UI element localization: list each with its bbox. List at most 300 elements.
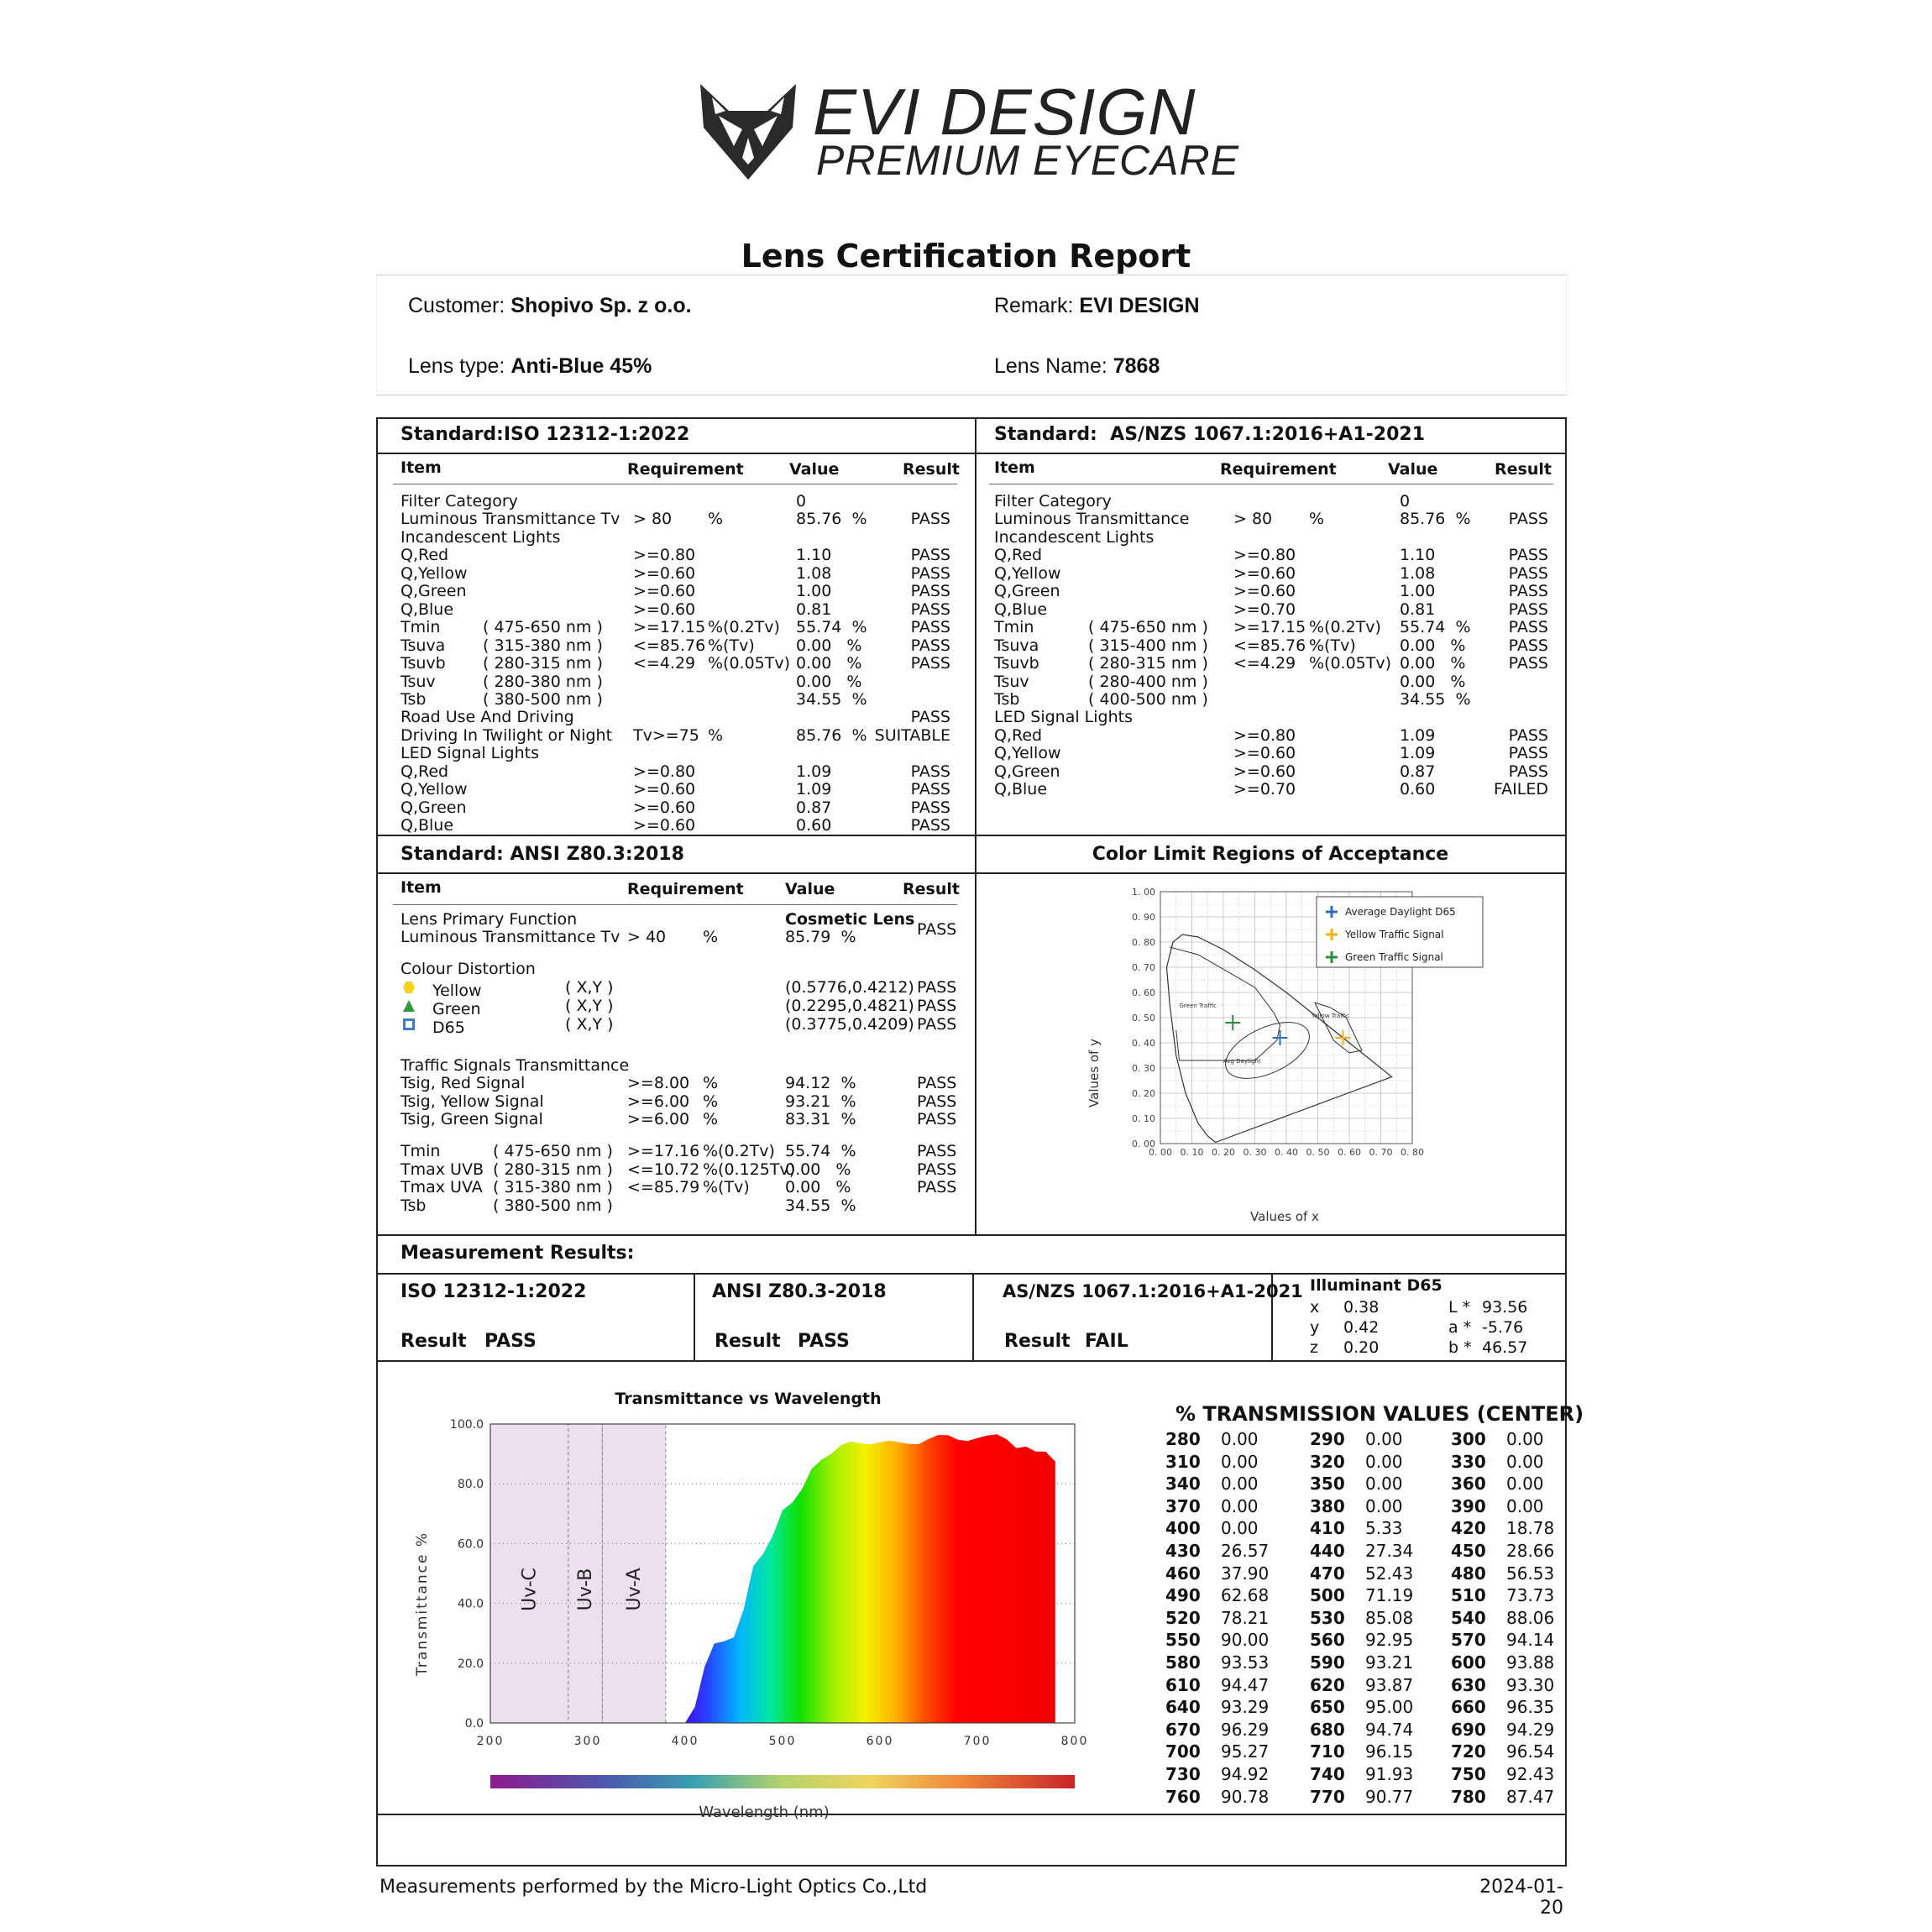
ansi-colour-value: (0.3775,0.4209) [785, 1015, 914, 1034]
transmission-value: 52.43 [1365, 1563, 1414, 1584]
color-limit-chart [1083, 888, 1520, 1233]
iso-col-requirement: Requirement [627, 460, 744, 479]
iso-range: ( 380-500 nm ) [483, 689, 603, 709]
transmission-value: 27.34 [1365, 1541, 1414, 1561]
illuminant-lab: a * [1448, 1318, 1472, 1337]
tw-ytick: 80.0 [457, 1478, 484, 1492]
iso-row [401, 691, 963, 709]
transmission-value: 71.19 [1365, 1585, 1414, 1606]
cie-xtick: 0. 70 [1369, 1147, 1393, 1158]
ansi-colour-name: Green [432, 1000, 481, 1018]
cie-ytick: 1. 00 [1132, 887, 1155, 898]
asnzs-value: 0.00 % [1400, 636, 1466, 655]
ansi-t-value: 55.74 % [785, 1142, 856, 1160]
asnzs-value: 34.55 % [1400, 689, 1471, 709]
transmission-value: 0.00 [1221, 1474, 1259, 1495]
transmission-wavelength: 710 [1310, 1741, 1345, 1762]
iso-requirement: > 80 [633, 510, 673, 529]
transmission-value: 0.00 [1506, 1474, 1544, 1495]
transmission-value: 94.14 [1506, 1630, 1555, 1651]
transmission-row [1165, 1697, 1560, 1719]
transmission-wavelength: 580 [1165, 1652, 1201, 1673]
ansi-traffic-result: PASS [917, 1074, 957, 1092]
ansi-primary-value: Cosmetic Lens [785, 910, 915, 929]
transmission-wavelength: 670 [1165, 1719, 1201, 1740]
ansi-t-range: ( 315-380 nm ) [493, 1178, 613, 1196]
transmission-wavelength: 550 [1165, 1630, 1201, 1651]
transmission-value: 78.21 [1221, 1607, 1270, 1628]
asnzs-value: 0 [1400, 492, 1411, 510]
transmission-wavelength: 610 [1165, 1674, 1201, 1695]
divider [975, 417, 976, 1236]
iso-row [401, 529, 963, 547]
ansi-col-result: Result [903, 880, 960, 898]
yellow-hexagon-icon [403, 982, 415, 993]
ansi-traffic-value: 93.21 % [785, 1092, 856, 1111]
cie-region-label: Yellow Traffic [1312, 1013, 1349, 1019]
cie-region-label: Avg Daylight [1223, 1058, 1261, 1065]
iso-col-result: Result [903, 460, 960, 479]
ansi-t-value: 34.55 % [785, 1196, 856, 1215]
transmission-value: 0.00 [1365, 1451, 1403, 1472]
transmission-value: 93.88 [1506, 1652, 1555, 1673]
ansi-t-item: Tmax UVB [401, 1160, 484, 1179]
transmission-value: 28.66 [1506, 1541, 1555, 1561]
asnzs-value: 1.09 [1400, 725, 1436, 745]
transmission-wavelength: 400 [1165, 1518, 1201, 1539]
iso-item: Tsuvb [401, 654, 446, 673]
transmittance-chart [403, 1384, 1092, 1821]
iso-unit: % [708, 510, 724, 529]
iso-result: PASS [910, 762, 950, 781]
transmission-wavelength: 290 [1310, 1429, 1345, 1449]
tw-xtick: 700 [963, 1735, 992, 1748]
tw-band-label: Uv-C [519, 1568, 541, 1611]
cie-ytick: 0. 10 [1132, 1113, 1155, 1124]
transmission-value: 94.47 [1221, 1674, 1270, 1695]
transmission-row [1165, 1429, 1560, 1451]
asnzs-unit: %(0.2Tv) [1309, 618, 1381, 637]
iso-row [401, 709, 963, 727]
asnzs-row [994, 781, 1557, 799]
cie-ytick: 0. 30 [1132, 1063, 1155, 1074]
transmission-wavelength: 600 [1451, 1652, 1486, 1673]
asnzs-value: 1.09 [1400, 744, 1436, 763]
ansi-t-value: 0.00 % [785, 1178, 851, 1196]
asnzs-requirement: >=0.80 [1233, 725, 1296, 745]
iso-row [401, 565, 963, 584]
iso-row [401, 781, 963, 799]
iso-value: 85.76 % [796, 510, 867, 529]
transmission-row [1165, 1787, 1560, 1809]
transmission-value: 96.35 [1506, 1697, 1555, 1718]
iso-result: PASS [910, 780, 950, 799]
tw-title: Transmittance vs Wavelength [615, 1390, 882, 1408]
asnzs-item: Q,Green [994, 762, 1060, 781]
iso-row [401, 727, 963, 746]
iso-requirement: >=0.60 [633, 582, 696, 601]
color-limit-title: Color Limit Regions of Acceptance [1092, 844, 1449, 865]
asnzs-unit: %(Tv) [1309, 636, 1356, 655]
iso-requirement: >=0.60 [633, 780, 696, 799]
tw-xtick: 500 [768, 1735, 797, 1748]
asnzs-requirement: >=0.60 [1233, 563, 1296, 583]
transmission-value: 73.73 [1506, 1585, 1555, 1606]
transmission-value: 0.00 [1506, 1495, 1544, 1516]
ansi-t-unit: %(0.125Tv) [703, 1160, 796, 1179]
transmission-value: 0.00 [1506, 1451, 1544, 1472]
asnzs-item: Q,Yellow [994, 744, 1061, 763]
asnzs-requirement: >=0.70 [1233, 599, 1296, 619]
transmission-wavelength: 490 [1165, 1585, 1201, 1606]
logo [694, 77, 1248, 186]
transmission-value: 0.00 [1221, 1518, 1259, 1539]
illuminant-axis: z [1310, 1338, 1318, 1357]
iso-value: 0.00 % [796, 636, 862, 655]
transmission-row [1165, 1720, 1560, 1741]
asnzs-result: PASS [1508, 654, 1548, 673]
asnzs-item: Q,Blue [994, 599, 1048, 619]
ansi-result-label: Result [715, 1331, 781, 1352]
transmission-value: 94.29 [1506, 1719, 1555, 1740]
iso-unit: %(0.2Tv) [708, 618, 780, 637]
tw-band-label: Uv-B [575, 1568, 597, 1611]
iso-result: PASS [910, 708, 950, 727]
ansi-traffic-unit: % [703, 1074, 719, 1092]
ansi-table [401, 911, 971, 1234]
iso-requirement: >=0.60 [633, 816, 696, 835]
transmission-row [1165, 1474, 1560, 1495]
tw-ytick: 100.0 [449, 1418, 484, 1432]
ansi-t-item: Tmax UVA [401, 1178, 483, 1196]
divider [376, 453, 1565, 454]
asnzs-value: 85.76 % [1400, 510, 1471, 529]
cie-legend-label: Yellow Traffic Signal [1345, 929, 1444, 940]
transmission-value: 94.74 [1365, 1719, 1414, 1740]
transmission-row [1165, 1675, 1560, 1697]
iso-value: 0.81 [796, 599, 832, 619]
transmission-title: % TRANSMISSION VALUES (CENTER) [1175, 1402, 1584, 1426]
lens-type-value: Anti-Blue 45% [510, 354, 652, 378]
tw-ytick: 20.0 [457, 1657, 484, 1671]
transmission-row [1165, 1496, 1560, 1518]
transmission-value: 95.27 [1221, 1741, 1270, 1762]
tw-xtick: 600 [866, 1735, 894, 1748]
transmission-row [1165, 1563, 1560, 1585]
tw-xlabel: Wavelength (nm) [699, 1804, 830, 1821]
cie-ytick: 0. 60 [1132, 987, 1155, 998]
iso-item: Q,Red [401, 546, 449, 565]
iso-result: PASS [910, 654, 950, 673]
iso-result: PASS [910, 618, 950, 637]
illuminant-rows [1310, 1298, 1562, 1359]
iso-row [401, 763, 963, 782]
transmission-value: 85.08 [1365, 1607, 1414, 1628]
iso-col-item: Item [401, 458, 442, 477]
lens-type-label: Lens type: [408, 354, 505, 378]
iso-item: Luminous Transmittance Tv [401, 510, 620, 529]
fox-head-icon [694, 77, 803, 186]
transmission-wavelength: 700 [1165, 1741, 1201, 1762]
asnzs-item: LED Signal Lights [994, 708, 1133, 727]
cie-ytick: 0. 40 [1132, 1038, 1155, 1049]
ansi-t-result: PASS [917, 1142, 957, 1160]
transmission-wavelength: 620 [1310, 1674, 1345, 1695]
transmission-wavelength: 540 [1451, 1607, 1486, 1628]
iso-requirement: >=0.60 [633, 563, 696, 583]
illuminant-lab-value: 93.56 [1482, 1298, 1528, 1317]
tw-ylabel: Transmittance % [414, 1531, 431, 1677]
ansi-traffic-requirement: >=8.00 [627, 1074, 690, 1092]
transmission-wavelength: 530 [1310, 1607, 1345, 1628]
asnzs-value: 1.08 [1400, 563, 1436, 583]
iso-item: Road Use And Driving [401, 708, 574, 727]
iso-requirement: >=0.60 [633, 798, 696, 817]
asnzs-row [994, 583, 1557, 601]
tw-band-label: Uv-A [624, 1568, 646, 1611]
remark-field [994, 294, 1200, 318]
transmission-value: 90.78 [1221, 1786, 1270, 1807]
ansi-traffic-value: 94.12 % [785, 1074, 856, 1092]
iso-item: Filter Category [401, 492, 518, 510]
cie-ytick: 0. 20 [1132, 1088, 1155, 1099]
iso-item: Q,Blue [401, 599, 454, 619]
asnzs-requirement: <=85.76 [1233, 636, 1306, 655]
asnzs-item: Q,Yellow [994, 563, 1061, 583]
asnzs-row [994, 637, 1557, 656]
asnzs-item: Luminous Transmittance [994, 510, 1190, 529]
cie-legend [1317, 897, 1483, 967]
asnzs-value: 1.10 [1400, 546, 1436, 565]
cie-legend-label: Green Traffic Signal [1345, 951, 1443, 963]
transmission-wavelength: 650 [1310, 1697, 1345, 1718]
asnzs-row [994, 619, 1557, 637]
tw-ytick: 60.0 [457, 1537, 484, 1552]
asnzs-result: PASS [1508, 762, 1548, 781]
transmission-row [1165, 1541, 1560, 1563]
divider [376, 1360, 1565, 1362]
footer-left: Measurements performed by the Micro-Light Optics Co.,Ltd [380, 1877, 928, 1898]
iso-item: Q,Red [401, 762, 449, 781]
iso-value: 34.55 % [796, 689, 867, 709]
iso-result: PASS [910, 816, 950, 835]
asnzs-row [994, 691, 1557, 709]
illuminant-axis-value: 0.42 [1343, 1318, 1380, 1337]
customer-value: Shopivo Sp. z o.o. [510, 294, 692, 317]
transmission-wavelength: 280 [1165, 1429, 1201, 1449]
transmission-value: 93.87 [1365, 1674, 1414, 1695]
transmission-value: 93.53 [1221, 1652, 1270, 1673]
iso-row [401, 601, 963, 620]
asnzs-row [994, 673, 1557, 692]
transmission-wavelength: 560 [1310, 1630, 1345, 1651]
asnzs-row [994, 655, 1557, 673]
tw-ytick: 0.0 [464, 1717, 484, 1730]
tw-xtick: 300 [573, 1735, 602, 1748]
ansi-traffic-unit: % [703, 1092, 719, 1111]
asnzs-requirement: <=4.29 [1233, 654, 1296, 673]
ansi-t-result: PASS [917, 1178, 957, 1196]
illuminant-axis-value: 0.38 [1343, 1298, 1380, 1317]
asnzs-item: Incandescent Lights [994, 527, 1154, 547]
asnzs-row [994, 529, 1557, 547]
asnzs-item: Tmin [994, 618, 1034, 637]
ansi-lt-unit: % [703, 928, 719, 946]
asnzs-row [994, 763, 1557, 782]
ansi-traffic-rows [401, 1075, 971, 1134]
ansi-lt-value: 85.79 % [785, 928, 856, 946]
iso-unit: %(0.05Tv) [708, 654, 791, 673]
asnzs-item: Tsb [994, 689, 1020, 709]
cie-ytick: 0. 00 [1132, 1139, 1155, 1149]
asnzs-result: PASS [1508, 510, 1548, 529]
transmission-wavelength: 730 [1165, 1764, 1201, 1784]
asnzs-result-name: AS/NZS 1067.1:2016+A1-2021 [1003, 1281, 1303, 1301]
iso-value: 1.08 [796, 563, 832, 583]
iso-value: 1.00 [796, 582, 832, 601]
ansi-traffic-label: Traffic Signals Transmittance [401, 1056, 630, 1075]
ansi-t-range: ( 475-650 nm ) [493, 1142, 613, 1160]
iso-item: Incandescent Lights [401, 527, 561, 547]
illuminant-row [1310, 1338, 1562, 1357]
ansi-lt-result: PASS [917, 920, 957, 939]
ansi-t-row [401, 1179, 971, 1197]
asnzs-item: Q,Blue [994, 780, 1048, 799]
ansi-standard-title: Standard: ANSI Z80.3:2018 [401, 844, 684, 865]
logo-line1: EVI DESIGN [813, 75, 1196, 149]
ansi-colour-value: (0.5776,0.4212) [785, 978, 914, 997]
transmission-value: 96.54 [1506, 1741, 1555, 1762]
iso-row [401, 637, 963, 656]
asnzs-item: Tsuv [994, 672, 1029, 691]
iso-item: Q,Green [401, 582, 467, 601]
ansi-traffic-row [401, 1075, 971, 1093]
transmission-row [1165, 1741, 1560, 1763]
report-title: Lens Certification Report [741, 238, 1191, 275]
asnzs-row [994, 727, 1557, 746]
transmission-wavelength: 450 [1451, 1541, 1486, 1561]
ansi-t-row [401, 1197, 971, 1216]
ansi-traffic-unit: % [703, 1110, 719, 1128]
cie-legend-label: Average Daylight D65 [1345, 906, 1456, 918]
iso-row [401, 673, 963, 692]
transmission-wavelength: 480 [1451, 1563, 1486, 1584]
asnzs-unit: %(0.05Tv) [1309, 654, 1392, 673]
iso-value: 0.00 % [796, 654, 862, 673]
asnzs-table [994, 493, 1557, 829]
iso-item: Q,Blue [401, 816, 454, 835]
transmission-wavelength: 520 [1165, 1607, 1201, 1628]
iso-col-value: Value [789, 460, 840, 479]
iso-range: ( 475-650 nm ) [483, 618, 603, 637]
illuminant-axis: y [1310, 1318, 1320, 1337]
iso-result: PASS [910, 798, 950, 817]
transmission-wavelength: 430 [1165, 1541, 1201, 1561]
transmission-wavelength: 740 [1310, 1764, 1345, 1784]
illuminant-lab-value: -5.76 [1482, 1318, 1524, 1337]
ansi-t-requirement: <=10.72 [627, 1160, 700, 1179]
illuminant-lab: L * [1448, 1298, 1471, 1317]
iso-requirement: >=17.15 [633, 618, 706, 637]
illuminant-title: Illuminant D65 [1310, 1276, 1442, 1295]
divider [972, 1273, 974, 1362]
iso-unit: %(Tv) [708, 636, 755, 655]
asnzs-result: PASS [1508, 744, 1548, 763]
iso-item: Tsuva [401, 636, 446, 655]
ansi-primary-label: Lens Primary Function [401, 910, 578, 929]
transmission-wavelength: 330 [1451, 1451, 1486, 1472]
transmission-wavelength: 370 [1165, 1495, 1201, 1516]
asnzs-range: ( 475-650 nm ) [1088, 618, 1208, 637]
cie-yellow-region [1315, 1003, 1362, 1053]
asnzs-result-value: FAIL [1085, 1331, 1128, 1352]
transmission-wavelength: 420 [1451, 1518, 1486, 1539]
ansi-t-range: ( 380-500 nm ) [493, 1196, 613, 1215]
transmission-value: 88.06 [1506, 1607, 1555, 1628]
lens-name-value: 7868 [1113, 354, 1160, 378]
asnzs-result: PASS [1508, 546, 1548, 565]
divider [393, 904, 957, 905]
tw-xtick: 800 [1060, 1735, 1089, 1748]
asnzs-item: Tsuvb [994, 654, 1039, 673]
ansi-colour-name: Yellow [432, 982, 482, 1000]
iso-item: Tsuv [401, 672, 436, 691]
transmission-value: 96.29 [1221, 1719, 1270, 1740]
ansi-t-requirement: <=85.79 [627, 1178, 700, 1196]
divider [376, 1234, 1565, 1236]
transmission-value: 0.00 [1221, 1429, 1259, 1449]
tw-xtick: 400 [671, 1735, 699, 1748]
iso-result: PASS [910, 510, 950, 529]
ansi-traffic-requirement: >=6.00 [627, 1092, 690, 1111]
asnzs-item: Q,Green [994, 582, 1060, 601]
transmission-wavelength: 300 [1451, 1429, 1486, 1449]
cie-xlabel: Values of x [1250, 1209, 1319, 1224]
transmission-value: 93.29 [1221, 1697, 1270, 1718]
lens-name-label: Lens Name: [994, 354, 1107, 378]
asnzs-item: Q,Red [994, 725, 1043, 745]
iso-range: ( 280-315 nm ) [483, 654, 603, 673]
ansi-lt-req: > 40 [627, 928, 667, 946]
cie-ytick: 0. 80 [1132, 937, 1155, 948]
asnzs-requirement: >=0.60 [1233, 744, 1296, 763]
iso-item: Q,Yellow [401, 780, 468, 799]
iso-row [401, 547, 963, 565]
asnzs-row [994, 493, 1557, 511]
asnzs-item: Tsuva [994, 636, 1039, 655]
iso-result-name: ISO 12312-1:2022 [401, 1281, 587, 1302]
transmission-wavelength: 750 [1451, 1764, 1486, 1784]
transmission-value: 26.57 [1221, 1541, 1270, 1561]
cie-xtick: 0. 60 [1338, 1147, 1361, 1158]
transmission-wavelength: 410 [1310, 1518, 1345, 1539]
ansi-t-unit: %(0.2Tv) [703, 1142, 775, 1160]
cie-ylabel: Values of y [1086, 1039, 1102, 1107]
illuminant-axis-value: 0.20 [1343, 1338, 1380, 1357]
green-triangle-icon [403, 1000, 415, 1012]
asnzs-item: Q,Red [994, 546, 1043, 565]
ansi-t-result: PASS [917, 1160, 957, 1179]
iso-value: 1.09 [796, 780, 832, 799]
transmission-value: 0.00 [1506, 1429, 1544, 1449]
iso-standard-title: Standard:ISO 12312-1:2022 [401, 424, 690, 445]
transmission-value: 92.43 [1506, 1764, 1555, 1784]
illuminant-row [1310, 1318, 1562, 1337]
wavelength-color-bar [490, 1775, 1075, 1788]
ansi-colour-name: D65 [432, 1018, 465, 1037]
ansi-result-name: ANSI Z80.3-2018 [712, 1281, 887, 1302]
asnzs-range: ( 280-315 nm ) [1088, 654, 1208, 673]
